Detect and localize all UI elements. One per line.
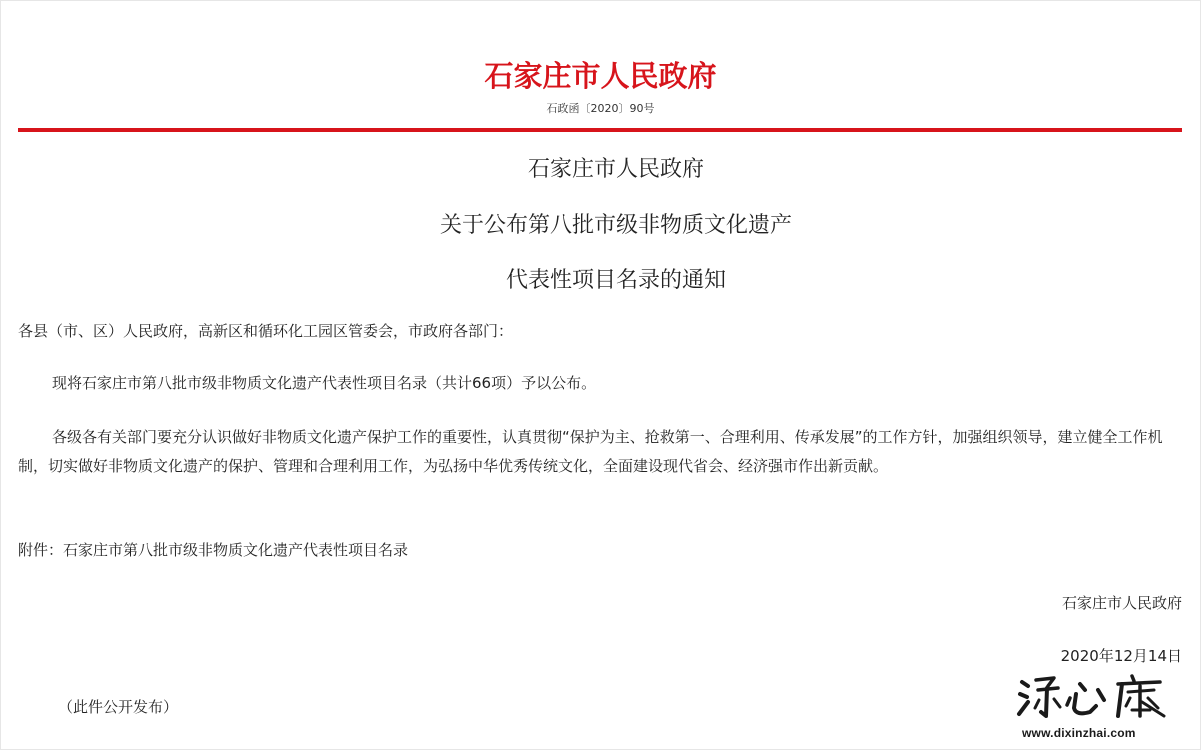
red-divider (18, 128, 1182, 132)
public-release-note: （此件公开发布） (58, 698, 179, 716)
watermark (1010, 672, 1190, 748)
salutation: 各县（市、区）人民政府，高新区和循环化工园区管委会，市政府各部门： (18, 322, 514, 340)
document-title-line-3: 代表性项目名录的通知 (505, 268, 726, 293)
watermark-url: www.dixinzhai.com (1022, 726, 1136, 740)
document-title-line-1: 石家庄市人民政府 (527, 157, 704, 182)
calligraphy-logo-icon (1014, 672, 1174, 722)
signing-date: 2020年12月14日 (1060, 647, 1182, 665)
body-paragraph-2: 各级各有关部门要充分认识做好非物质文化遗产保护工作的重要性，认真贯彻“保护为主、抢救第一、合理利用、传承发展”的工作方针，加强组织领导，建立健全工作机制，切实做好非物质文化遗产的保护、管理和合理利用工作，为弘扬中华优秀传统文化，全面建设现代省会、经济强市作出新贡献。 (18, 428, 1163, 475)
masthead-title: 石家庄市人民政府 (484, 59, 717, 93)
document-number: 石政函〔2020〕90号 (546, 102, 655, 115)
body-paragraph-1: 现将石家庄市第八批市级非物质文化遗产代表性项目名录（共计66项）予以公布。 (52, 374, 597, 392)
attachment-line: 附件：石家庄市第八批市级非物质文化遗产代表性项目名录 (18, 541, 409, 559)
signatory: 石家庄市人民政府 (1061, 594, 1182, 612)
document-title-line-2: 关于公布第八批市级非物质文化遗产 (439, 213, 792, 238)
